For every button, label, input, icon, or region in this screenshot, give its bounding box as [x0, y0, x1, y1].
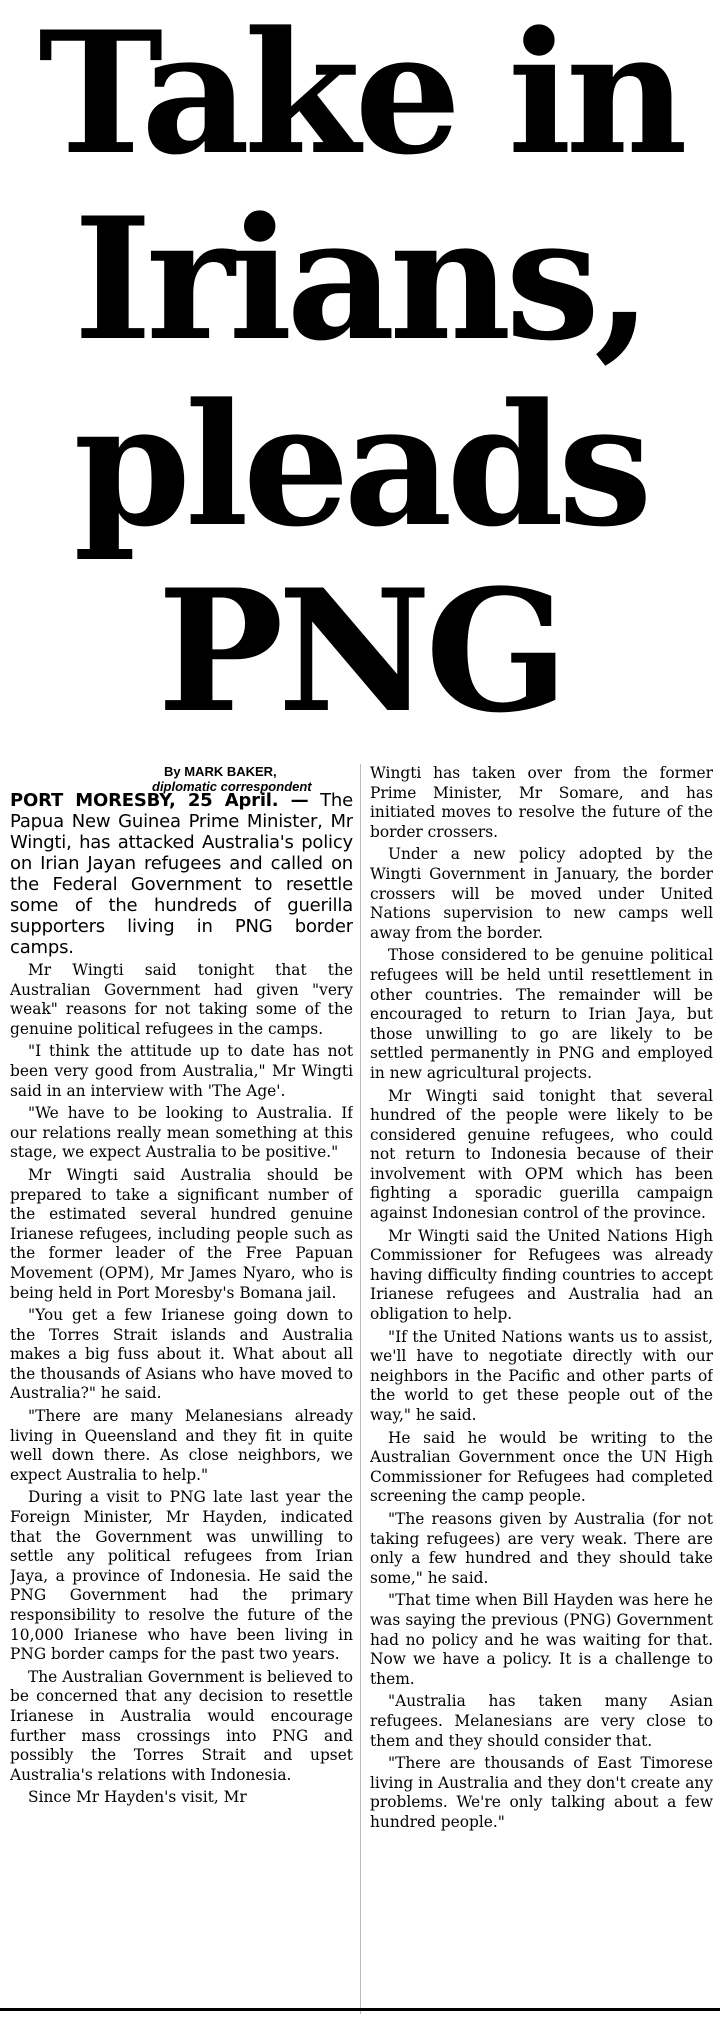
article-paragraph: Mr Wingti said tonight that the Australian Government had given "very weak" reasons for not taking some of the genuine political refugees in the camps. — [10, 961, 353, 1038]
article-paragraph: Wingti has taken over from the former Prime Minister, Mr Somare, and has initiated moves to resolve the future of the border crossers. — [370, 764, 713, 841]
lead-text: The Papua New Guinea Prime Minister, Mr Wingti, has attacked Australia's policy on Irian Jayan refugees and called on the Federal Government to resettle some of the hundreds of guerilla supporters living in PNG border camps. — [10, 790, 353, 958]
article-paragraph: He said he would be writing to the Australian Government once the UN High Commissioner for Refugees had completed screening the camp people. — [370, 1428, 713, 1506]
article-paragraph: "We have to be looking to Australia. If our relations really mean something at this stage, we expect Australia to be positive." — [10, 1104, 353, 1162]
headline — [0, 0, 720, 750]
headline-line: pleads — [73, 366, 647, 564]
article-paragraph: Mr Wingti said Australia should be prepared to take a significant number of the estimated several hundred genuine Irianese refugees, including people such as the former leader of the Free Papuan Movement (OPM), Mr James Nyaro, who is being held in Port Moresby's Bomana jail. — [10, 1165, 353, 1302]
article-paragraph: "That time when Bill Hayden was here he was saying the previous (PNG) Government had no policy and he was waiting for that. Now we have a policy. It is a challenge to them. — [370, 1591, 713, 1688]
bottom-rule — [0, 2008, 720, 2011]
article-paragraph: Since Mr Hayden's visit, Mr — [28, 1788, 247, 1807]
article-paragraph: Under a new policy adopted by the Wingti Government in January, the border crossers will be moved under United Nations supervision to new camps well away from the border. — [370, 845, 713, 942]
article-paragraph: "You get a few Irianese going down to the Torres Strait islands and Australia makes a big fuss about it. What about all the thousands of Asians who have moved to Australia?" he said. — [10, 1306, 353, 1403]
article-paragraph: Those considered to be genuine political refugees will be held until resettlement in other countries. The remainder will be encouraged to return to Irian Jaya, but those unwilling to go are likely to be settled permanently in PNG and employed in new agricultural projects. — [370, 946, 713, 1082]
byline-role: diplomatic correspondent — [152, 779, 312, 794]
article-paragraph: Mr Wingti said the United Nations High Commissioner for Refugees was already having difficulty finding countries to accept Irianese refugees and Australia had an obligation to help. — [370, 1226, 713, 1324]
dateline: PORT MORESBY, 25 April. — — [10, 790, 309, 811]
byline-author: By MARK BAKER, — [164, 764, 277, 779]
headline-line: Irians, — [73, 180, 647, 378]
article-paragraph: "The reasons given by Australia (for not taking refugees) are very weak. There are only a few hundred and they should take some," he said. — [370, 1509, 713, 1587]
article-column-left — [10, 790, 353, 2015]
article-paragraph: During a visit to PNG late last year the Foreign Minister, Mr Hayden, indicated that the Government was unwilling to settle any political refugees from Irian Jaya, a province of Indonesia. He said the PNG Government had the primary responsibility to resolve the future of the 10,000 Irianese who have been living in PNG border camps for the past two years. — [10, 1488, 353, 1664]
article-paragraph: "There are thousands of East Timorese living in Australia and they don't create any problems. We're only talking about a few hundred people." — [370, 1754, 713, 1831]
article-paragraph: "If the United Nations wants us to assist, we'll have to negotiate directly with our neighbors in the Pacific and other parts of the world to get these people out of the way," he said. — [370, 1327, 713, 1424]
headline-line: Take in — [38, 0, 682, 192]
article-paragraph: The Australian Government is believed to be concerned that any decision to resettle Irianese in Australia would encourage further mass crossings into PNG and possibly the Torres Strait and upset Australia's relations with Indonesia. — [10, 1667, 353, 1784]
lead-paragraph — [10, 790, 353, 958]
article-paragraph: "I think the attitude up to date has not been very good from Australia," Mr Wingti said in an interview with 'The Age'. — [10, 1042, 353, 1100]
article-paragraph: "Australia has taken many Asian refugees. Melanesians are very close to them and they should consider that. — [370, 1692, 713, 1750]
article-paragraph: Mr Wingti said tonight that several hundred of the people were likely to be considered genuine refugees, who could not return to Indonesia because of their involvement with OPM which has been fighting a sporadic guerilla campaign against Indonesian control of the province. — [370, 1086, 713, 1223]
article-column-right — [370, 764, 713, 2014]
article-paragraph: "There are many Melanesians already living in Queensland and they fit in quite well down there. As close neighbors, we expect Australia to help." — [10, 1407, 353, 1484]
column-divider — [360, 764, 361, 2014]
headline-line: PNG — [157, 552, 563, 750]
